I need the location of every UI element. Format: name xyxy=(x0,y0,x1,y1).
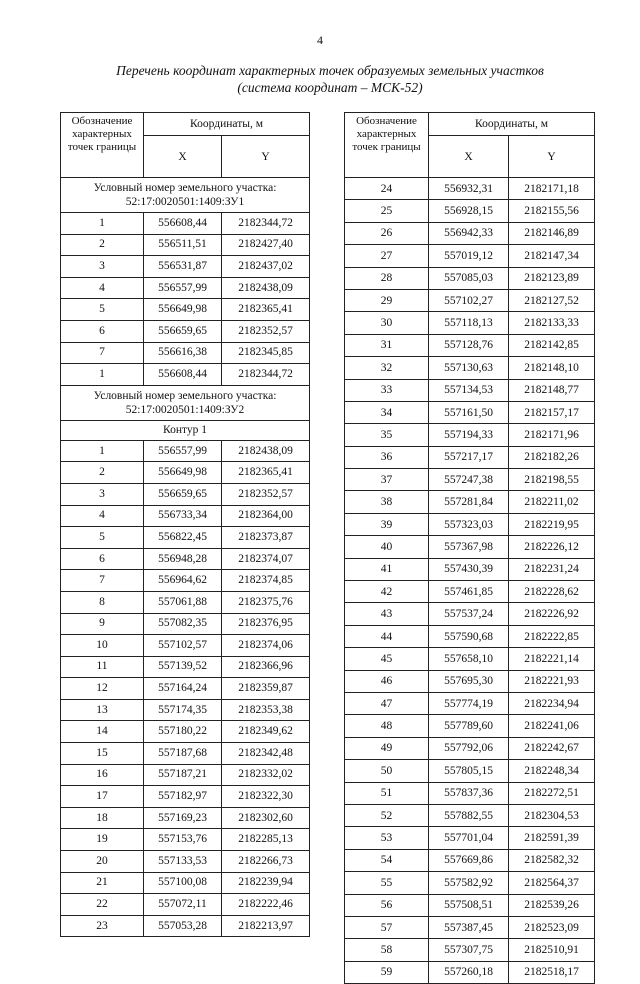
x-value: 557182,97 xyxy=(144,786,222,808)
table-row xyxy=(345,692,595,714)
y-value: 2182222,85 xyxy=(509,625,595,647)
point-number: 5 xyxy=(61,527,144,549)
x-value: 557169,23 xyxy=(144,807,222,829)
table-row xyxy=(61,548,310,570)
x-value: 557789,60 xyxy=(429,715,509,737)
y-value: 2182148,77 xyxy=(509,379,595,401)
x-value: 556608,44 xyxy=(144,213,222,235)
y-value: 2182182,26 xyxy=(509,446,595,468)
table-row xyxy=(345,513,595,535)
table-row xyxy=(61,213,310,235)
y-value: 2182302,60 xyxy=(222,807,310,829)
y-value: 2182376,95 xyxy=(222,613,310,635)
x-value: 557307,75 xyxy=(429,939,509,961)
x-value: 557837,36 xyxy=(429,782,509,804)
x-value: 557134,53 xyxy=(429,379,509,401)
point-number: 58 xyxy=(345,939,429,961)
document-title xyxy=(60,62,600,96)
table-row xyxy=(345,200,595,222)
x-value: 557367,98 xyxy=(429,536,509,558)
table-row xyxy=(61,764,310,786)
x-value: 557133,53 xyxy=(144,851,222,873)
x-header: X xyxy=(429,136,509,178)
point-number: 11 xyxy=(61,656,144,678)
point-number: 9 xyxy=(61,613,144,635)
y-value: 2182231,24 xyxy=(509,558,595,580)
point-number: 30 xyxy=(345,312,429,334)
x-value: 557669,86 xyxy=(429,849,509,871)
x-value: 557085,03 xyxy=(429,267,509,289)
point-header: Обозначение характерных точек границы xyxy=(61,113,144,178)
point-number: 55 xyxy=(345,872,429,894)
y-value: 2182248,34 xyxy=(509,760,595,782)
table-row xyxy=(61,786,310,808)
table-row xyxy=(61,656,310,678)
y-value: 2182345,85 xyxy=(222,342,310,364)
table-row xyxy=(345,401,595,423)
y-value: 2182222,46 xyxy=(222,894,310,916)
x-value: 556928,15 xyxy=(429,200,509,222)
point-number: 20 xyxy=(61,851,144,873)
x-value: 556659,65 xyxy=(144,483,222,505)
point-number: 54 xyxy=(345,849,429,871)
x-value: 557658,10 xyxy=(429,648,509,670)
table-row xyxy=(345,558,595,580)
table-row xyxy=(61,320,310,342)
y-value: 2182427,40 xyxy=(222,234,310,256)
x-value: 556531,87 xyxy=(144,256,222,278)
x-value: 557164,24 xyxy=(144,678,222,700)
y-value: 2182123,89 xyxy=(509,267,595,289)
point-number: 51 xyxy=(345,782,429,804)
x-value: 556557,99 xyxy=(144,440,222,462)
table-row xyxy=(61,872,310,894)
table-row xyxy=(61,570,310,592)
x-value: 556511,51 xyxy=(144,234,222,256)
section-title-zu1-label: Условный номер земельного участка: 52:17:0020501:1409:ЗУ1 xyxy=(61,178,310,213)
y-value: 2182322,30 xyxy=(222,786,310,808)
table-row xyxy=(61,505,310,527)
y-value: 2182242,67 xyxy=(509,737,595,759)
x-value: 557695,30 xyxy=(429,670,509,692)
point-number: 43 xyxy=(345,603,429,625)
point-number: 10 xyxy=(61,635,144,657)
page-number: 4 xyxy=(317,33,323,47)
y-value: 2182133,33 xyxy=(509,312,595,334)
point-number: 5 xyxy=(61,299,144,321)
y-value: 2182146,89 xyxy=(509,222,595,244)
point-number: 26 xyxy=(345,222,429,244)
y-value: 2182374,06 xyxy=(222,635,310,657)
table-row xyxy=(345,379,595,401)
table-row xyxy=(345,267,595,289)
table-row xyxy=(345,424,595,446)
table-row xyxy=(61,635,310,657)
coordinates-table-left xyxy=(60,112,310,937)
x-value: 557461,85 xyxy=(429,581,509,603)
point-number: 34 xyxy=(345,401,429,423)
table-row xyxy=(345,961,595,983)
point-number: 33 xyxy=(345,379,429,401)
coords-header: Координаты, м xyxy=(429,113,595,136)
point-number: 17 xyxy=(61,786,144,808)
y-value: 2182523,09 xyxy=(509,916,595,938)
x-value: 556942,33 xyxy=(429,222,509,244)
point-number: 56 xyxy=(345,894,429,916)
x-value: 556649,98 xyxy=(144,299,222,321)
x-value: 557582,92 xyxy=(429,872,509,894)
table-row xyxy=(345,670,595,692)
y-header: Y xyxy=(222,136,310,178)
title-line-1: Перечень координат характерных точек образуемых земельных участков xyxy=(116,63,544,78)
point-number: 13 xyxy=(61,699,144,721)
table-row xyxy=(345,894,595,916)
table-row xyxy=(345,312,595,334)
point-number: 4 xyxy=(61,505,144,527)
table-row xyxy=(61,299,310,321)
point-number: 19 xyxy=(61,829,144,851)
point-number: 2 xyxy=(61,462,144,484)
y-value: 2182353,38 xyxy=(222,699,310,721)
y-value: 2182272,51 xyxy=(509,782,595,804)
x-value: 557153,76 xyxy=(144,829,222,851)
point-number: 12 xyxy=(61,678,144,700)
point-number: 47 xyxy=(345,692,429,714)
x-value: 557139,52 xyxy=(144,656,222,678)
x-value: 557161,50 xyxy=(429,401,509,423)
y-value: 2182539,26 xyxy=(509,894,595,916)
table-row xyxy=(61,807,310,829)
section-title-zu1 xyxy=(61,178,310,213)
y-value: 2182352,57 xyxy=(222,483,310,505)
x-value: 557882,55 xyxy=(429,804,509,826)
point-number: 23 xyxy=(61,915,144,937)
table-row xyxy=(345,603,595,625)
y-value: 2182373,87 xyxy=(222,527,310,549)
x-value: 556948,28 xyxy=(144,548,222,570)
x-value: 557019,12 xyxy=(429,245,509,267)
table-row xyxy=(345,715,595,737)
point-number: 59 xyxy=(345,961,429,983)
table-row xyxy=(61,440,310,462)
table-row xyxy=(345,804,595,826)
table-row xyxy=(345,222,595,244)
x-value: 557180,22 xyxy=(144,721,222,743)
y-value: 2182148,10 xyxy=(509,357,595,379)
y-value: 2182359,87 xyxy=(222,678,310,700)
table-row xyxy=(345,916,595,938)
table-row xyxy=(345,648,595,670)
point-number: 52 xyxy=(345,804,429,826)
table-row xyxy=(345,245,595,267)
point-number: 38 xyxy=(345,491,429,513)
y-value: 2182332,02 xyxy=(222,764,310,786)
y-value: 2182171,18 xyxy=(509,178,595,200)
y-value: 2182344,72 xyxy=(222,364,310,386)
point-number: 21 xyxy=(61,872,144,894)
point-number: 16 xyxy=(61,764,144,786)
table-row xyxy=(345,849,595,871)
y-value: 2182352,57 xyxy=(222,320,310,342)
y-value: 2182221,14 xyxy=(509,648,595,670)
point-number: 45 xyxy=(345,648,429,670)
table-row xyxy=(61,915,310,937)
table-row xyxy=(61,829,310,851)
y-value: 2182234,94 xyxy=(509,692,595,714)
point-number: 44 xyxy=(345,625,429,647)
y-value: 2182375,76 xyxy=(222,591,310,613)
y-value: 2182142,85 xyxy=(509,334,595,356)
table-row xyxy=(345,827,595,849)
y-value: 2182266,73 xyxy=(222,851,310,873)
x-value: 557187,68 xyxy=(144,743,222,765)
table-row xyxy=(61,364,310,386)
table-row xyxy=(345,760,595,782)
table-row xyxy=(61,743,310,765)
y-value: 2182365,41 xyxy=(222,462,310,484)
x-value: 557537,24 xyxy=(429,603,509,625)
point-number: 41 xyxy=(345,558,429,580)
point-number: 7 xyxy=(61,342,144,364)
y-value: 2182213,97 xyxy=(222,915,310,937)
x-value: 557082,35 xyxy=(144,613,222,635)
y-value: 2182366,96 xyxy=(222,656,310,678)
y-value: 2182147,34 xyxy=(509,245,595,267)
y-value: 2182374,07 xyxy=(222,548,310,570)
point-number: 29 xyxy=(345,289,429,311)
y-value: 2182127,52 xyxy=(509,289,595,311)
x-value: 557128,76 xyxy=(429,334,509,356)
point-number: 18 xyxy=(61,807,144,829)
y-value: 2182155,56 xyxy=(509,200,595,222)
point-number: 15 xyxy=(61,743,144,765)
table-row xyxy=(345,469,595,491)
y-value: 2182239,94 xyxy=(222,872,310,894)
point-number: 42 xyxy=(345,581,429,603)
y-value: 2182219,95 xyxy=(509,513,595,535)
table-row xyxy=(345,872,595,894)
y-value: 2182365,41 xyxy=(222,299,310,321)
point-number: 14 xyxy=(61,721,144,743)
y-value: 2182591,39 xyxy=(509,827,595,849)
y-value: 2182342,48 xyxy=(222,743,310,765)
x-value: 557792,06 xyxy=(429,737,509,759)
point-number: 32 xyxy=(345,357,429,379)
x-value: 557701,04 xyxy=(429,827,509,849)
table-row xyxy=(61,256,310,278)
x-value: 557102,57 xyxy=(144,635,222,657)
point-number: 25 xyxy=(345,200,429,222)
x-value: 557774,19 xyxy=(429,692,509,714)
y-value: 2182349,62 xyxy=(222,721,310,743)
x-value: 556616,38 xyxy=(144,342,222,364)
y-value: 2182437,02 xyxy=(222,256,310,278)
y-value: 2182157,17 xyxy=(509,401,595,423)
point-number: 39 xyxy=(345,513,429,535)
x-value: 557102,27 xyxy=(429,289,509,311)
y-value: 2182564,37 xyxy=(509,872,595,894)
table-row xyxy=(61,699,310,721)
coords-header: Координаты, м xyxy=(144,113,310,136)
y-value: 2182221,93 xyxy=(509,670,595,692)
table-row xyxy=(345,939,595,961)
y-value: 2182304,53 xyxy=(509,804,595,826)
point-number: 7 xyxy=(61,570,144,592)
point-number: 40 xyxy=(345,536,429,558)
point-number: 1 xyxy=(61,213,144,235)
x-value: 556557,99 xyxy=(144,277,222,299)
point-number: 1 xyxy=(61,440,144,462)
y-value: 2182582,32 xyxy=(509,849,595,871)
x-value: 557061,88 xyxy=(144,591,222,613)
x-value: 556649,98 xyxy=(144,462,222,484)
y-value: 2182285,13 xyxy=(222,829,310,851)
y-value: 2182228,62 xyxy=(509,581,595,603)
point-number: 36 xyxy=(345,446,429,468)
table-row xyxy=(61,721,310,743)
x-value: 556964,62 xyxy=(144,570,222,592)
x-value: 557260,18 xyxy=(429,961,509,983)
y-value: 2182438,09 xyxy=(222,440,310,462)
x-value: 556822,45 xyxy=(144,527,222,549)
point-number: 57 xyxy=(345,916,429,938)
x-value: 557118,13 xyxy=(429,312,509,334)
table-row xyxy=(61,591,310,613)
x-value: 557053,28 xyxy=(144,915,222,937)
table-row xyxy=(345,782,595,804)
x-value: 557805,15 xyxy=(429,760,509,782)
y-value: 2182211,02 xyxy=(509,491,595,513)
point-number: 50 xyxy=(345,760,429,782)
point-number: 3 xyxy=(61,256,144,278)
x-value: 557387,45 xyxy=(429,916,509,938)
x-value: 557247,38 xyxy=(429,469,509,491)
y-value: 2182374,85 xyxy=(222,570,310,592)
point-number: 37 xyxy=(345,469,429,491)
point-number: 24 xyxy=(345,178,429,200)
point-number: 6 xyxy=(61,548,144,570)
table-row xyxy=(345,357,595,379)
point-number: 48 xyxy=(345,715,429,737)
point-number: 53 xyxy=(345,827,429,849)
section-title-zu2 xyxy=(61,385,310,420)
x-value: 556608,44 xyxy=(144,364,222,386)
x-value: 556659,65 xyxy=(144,320,222,342)
table-row xyxy=(61,851,310,873)
table-row xyxy=(61,234,310,256)
y-value: 2182344,72 xyxy=(222,213,310,235)
point-number: 1 xyxy=(61,364,144,386)
y-value: 2182510,91 xyxy=(509,939,595,961)
coordinates-table-right xyxy=(344,112,595,984)
table-row xyxy=(345,581,595,603)
point-number: 4 xyxy=(61,277,144,299)
y-value: 2182241,06 xyxy=(509,715,595,737)
x-value: 557100,08 xyxy=(144,872,222,894)
contour-title xyxy=(61,420,310,440)
y-value: 2182438,09 xyxy=(222,277,310,299)
table-row xyxy=(61,342,310,364)
x-value: 557281,84 xyxy=(429,491,509,513)
table-row xyxy=(61,277,310,299)
point-number: 3 xyxy=(61,483,144,505)
title-line-2: (система координат – МСК-52) xyxy=(237,80,423,95)
point-number: 35 xyxy=(345,424,429,446)
x-value: 557217,17 xyxy=(429,446,509,468)
right-table-body xyxy=(345,178,595,984)
y-value: 2182198,55 xyxy=(509,469,595,491)
x-value: 557430,39 xyxy=(429,558,509,580)
x-value: 556932,31 xyxy=(429,178,509,200)
point-number: 27 xyxy=(345,245,429,267)
y-value: 2182518,17 xyxy=(509,961,595,983)
table-row xyxy=(345,536,595,558)
table-row xyxy=(61,527,310,549)
x-header: X xyxy=(144,136,222,178)
table-row xyxy=(345,491,595,513)
point-number: 28 xyxy=(345,267,429,289)
x-value: 557590,68 xyxy=(429,625,509,647)
table-row xyxy=(61,462,310,484)
y-header: Y xyxy=(509,136,595,178)
point-header: Обозначение характерных точек границы xyxy=(345,113,429,178)
x-value: 557174,35 xyxy=(144,699,222,721)
point-number: 6 xyxy=(61,320,144,342)
table-row xyxy=(61,613,310,635)
point-number: 22 xyxy=(61,894,144,916)
table-row xyxy=(345,446,595,468)
point-number: 49 xyxy=(345,737,429,759)
point-number: 46 xyxy=(345,670,429,692)
table-row xyxy=(61,483,310,505)
point-number: 2 xyxy=(61,234,144,256)
y-value: 2182171,96 xyxy=(509,424,595,446)
x-value: 557187,21 xyxy=(144,764,222,786)
point-number: 31 xyxy=(345,334,429,356)
table-row xyxy=(345,178,595,200)
contour-title-label: Контур 1 xyxy=(61,420,310,440)
section-title-zu2-label: Условный номер земельного участка: 52:17:0020501:1409:ЗУ2 xyxy=(61,385,310,420)
x-value: 557130,63 xyxy=(429,357,509,379)
y-value: 2182226,12 xyxy=(509,536,595,558)
table-row xyxy=(61,678,310,700)
left-table-body xyxy=(61,178,310,937)
table-row xyxy=(345,334,595,356)
table-row xyxy=(345,289,595,311)
x-value: 557323,03 xyxy=(429,513,509,535)
x-value: 556733,34 xyxy=(144,505,222,527)
x-value: 557194,33 xyxy=(429,424,509,446)
x-value: 557072,11 xyxy=(144,894,222,916)
point-number: 8 xyxy=(61,591,144,613)
x-value: 557508,51 xyxy=(429,894,509,916)
table-row xyxy=(345,625,595,647)
table-row xyxy=(345,737,595,759)
y-value: 2182226,92 xyxy=(509,603,595,625)
y-value: 2182364,00 xyxy=(222,505,310,527)
